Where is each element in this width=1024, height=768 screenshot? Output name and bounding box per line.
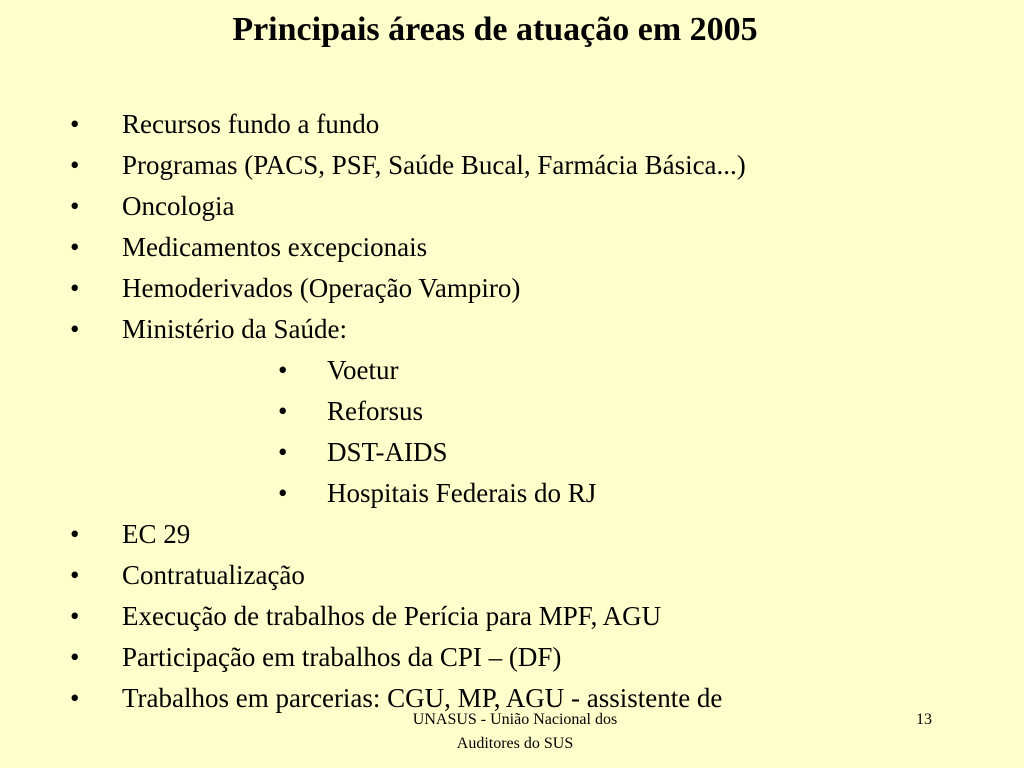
sub-list-item xyxy=(0,473,1024,514)
bullet-text: Hemoderivados (Operação Vampiro) xyxy=(122,273,521,303)
bullet-icon: • xyxy=(70,683,80,713)
bullet-icon: • xyxy=(70,109,80,139)
bullet-icon: • xyxy=(70,150,80,180)
list-item xyxy=(0,309,1024,350)
bullet-text: Participação em trabalhos da CPI – (DF) xyxy=(122,642,562,672)
sub-list-item xyxy=(0,350,1024,391)
bullet-icon: • xyxy=(70,232,80,262)
bullet-text: Programas (PACS, PSF, Saúde Bucal, Farmácia Básica...) xyxy=(122,150,746,180)
list-item xyxy=(0,596,1024,637)
page-number: 13 xyxy=(916,711,932,728)
list-item xyxy=(0,145,1024,186)
list-item xyxy=(0,268,1024,309)
list-item xyxy=(0,514,1024,555)
bullet-icon: • xyxy=(70,273,80,303)
bullet-list xyxy=(0,104,1024,719)
footer-org-line-2: Auditores do SUS xyxy=(456,735,574,752)
bullet-text: EC 29 xyxy=(122,519,191,549)
footer-org-line-1: UNASUS - União Nacional dos xyxy=(412,711,618,728)
bullet-text: Oncologia xyxy=(122,191,235,221)
bullet-icon: • xyxy=(70,314,80,344)
bullet-icon: • xyxy=(278,478,288,508)
bullet-text: Recursos fundo a fundo xyxy=(122,109,380,139)
footer-organization xyxy=(360,708,670,756)
bullet-icon: • xyxy=(70,191,80,221)
bullet-icon: • xyxy=(278,437,288,467)
bullet-icon: • xyxy=(278,396,288,426)
bullet-text: Medicamentos excepcionais xyxy=(122,232,428,262)
bullet-icon: • xyxy=(70,642,80,672)
bullet-text: DST-AIDS xyxy=(327,437,448,467)
sub-list-item xyxy=(0,432,1024,473)
bullet-icon: • xyxy=(70,601,80,631)
bullet-icon: • xyxy=(70,519,80,549)
list-item xyxy=(0,555,1024,596)
list-item xyxy=(0,186,1024,227)
sub-list-item xyxy=(0,391,1024,432)
bullet-text: Reforsus xyxy=(327,396,423,426)
bullet-text: Execução de trabalhos de Perícia para MPF, AGU xyxy=(122,601,662,631)
bullet-text: Trabalhos em parcerias: CGU, MP, AGU - assistente de xyxy=(122,683,723,713)
bullet-text: Contratualização xyxy=(122,560,305,590)
slide-title: Principais áreas de atuação em 2005 xyxy=(232,11,758,48)
bullet-text: Ministério da Saúde: xyxy=(122,314,347,344)
bullet-text: Voetur xyxy=(327,355,399,385)
list-item xyxy=(0,637,1024,678)
list-item xyxy=(0,104,1024,145)
bullet-icon: • xyxy=(70,560,80,590)
bullet-text: Hospitais Federais do RJ xyxy=(327,478,597,508)
bullet-icon: • xyxy=(278,355,288,385)
list-item xyxy=(0,227,1024,268)
